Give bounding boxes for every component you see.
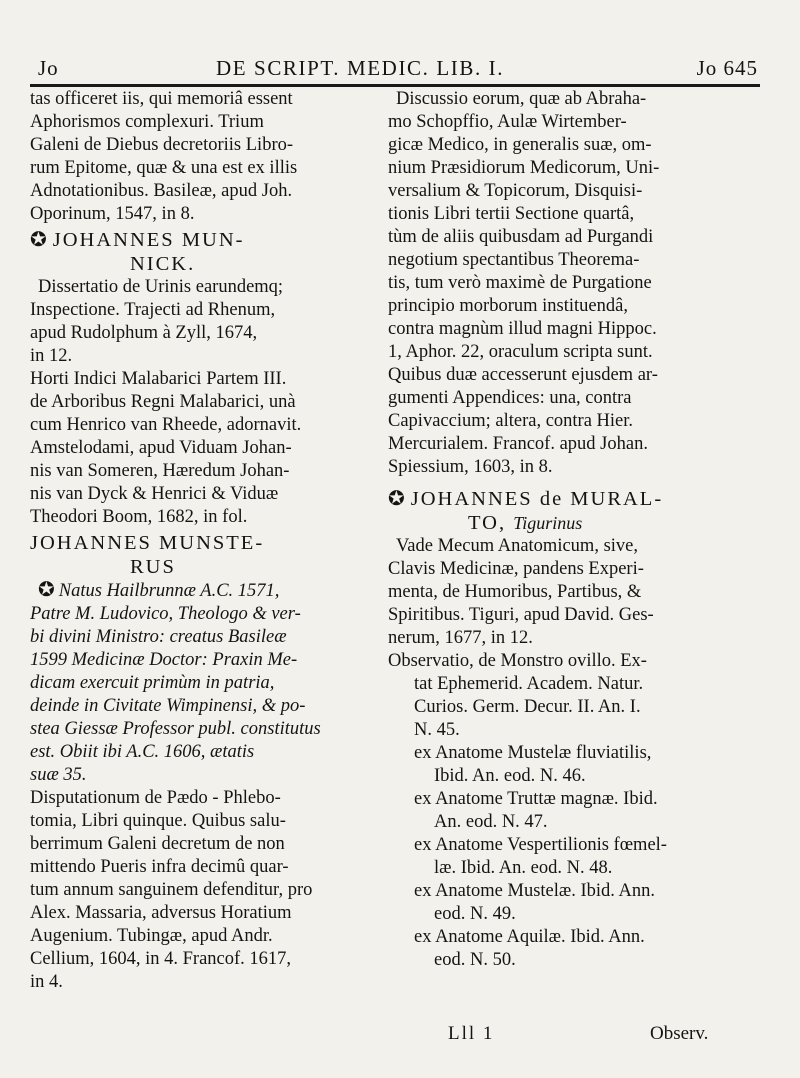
text-line: eod. N. 49.	[434, 904, 516, 924]
entry-heading-munsterus	[30, 531, 380, 579]
text-line: mittendo Pueris infra decimû quar-	[30, 857, 289, 877]
text-line: nerum, 1677, in 12.	[388, 628, 533, 648]
heading-line: JOHANNES MUNSTE-	[30, 532, 265, 554]
text-line: Horti Indici Malabarici Partem III.	[30, 369, 287, 389]
text-line: bi divini Ministro: creatus Basileæ	[30, 627, 287, 647]
text-line: est. Obiit ibi A.C. 1606, ætatis	[30, 742, 255, 762]
text-line: mo Schopffio, Aulæ Wirtember-	[388, 112, 627, 132]
text-line: tomia, Libri quinque. Quibus salu-	[30, 811, 286, 831]
text-line: Galeni de Diebus decretoriis Libro-	[30, 135, 294, 155]
heading-line: RUS	[130, 556, 176, 578]
text-line: Quibus duæ accesserunt ejusdem ar-	[388, 365, 658, 385]
text-line: ex Anatome Truttæ magnæ. Ibid.	[414, 789, 658, 809]
text-line: Clavis Medicinæ, pandens Experi-	[388, 559, 644, 579]
text-line: de Arboribus Regni Malabarici, unà	[30, 392, 296, 412]
text-line: tis, tum verò maximè de Purgatione	[388, 273, 652, 293]
text-line: versalium & Topicorum, Disquisi-	[388, 181, 643, 201]
work-entry	[30, 787, 380, 994]
text-line: ex Anatome Mustelæ fluviatilis,	[414, 743, 652, 763]
left-column	[30, 88, 380, 994]
text-line: An. eod. N. 47.	[434, 812, 548, 832]
work-entry	[388, 650, 748, 742]
text-line: berrimum Galeni decretum de non	[30, 834, 285, 854]
text-line: in 4.	[30, 972, 63, 992]
text-line: 1, Aphor. 22, oraculum scripta sunt.	[388, 342, 653, 362]
right-column	[388, 88, 748, 972]
text-line: Theodori Boom, 1682, in fol.	[30, 507, 248, 527]
text-line: apud Rudolphum à Zyll, 1674,	[30, 323, 258, 343]
continued-text	[30, 88, 380, 226]
work-entry	[30, 276, 380, 368]
work-entry	[388, 88, 748, 479]
text-line: Spiritibus. Tiguri, apud David. Ges-	[388, 605, 654, 625]
text-line: Dissertatio de Urinis earundemq;	[38, 277, 284, 297]
text-line: Adnotationibus. Basileæ, apud Joh.	[30, 181, 293, 201]
signature-mark: Lll 1	[448, 1023, 495, 1044]
text-line: Vade Mecum Anatomicum, sive,	[396, 536, 638, 556]
text-line: nis van Someren, Hæredum Johan-	[30, 461, 290, 481]
text-line: Amstelodami, apud Viduam Johan-	[30, 438, 292, 458]
text-line: Ibid. An. eod. N. 46.	[434, 766, 586, 786]
heading-line: JOHANNES MUN-	[52, 229, 245, 251]
text-line: stea Giessæ Professor publ. constitutus	[30, 719, 321, 739]
text-line: tat Ephemerid. Academ. Natur.	[414, 674, 644, 694]
header-title: DE SCRIPT. MEDIC. LIB. I.	[216, 56, 505, 80]
header-rule	[30, 84, 760, 87]
text-line: Observatio, de Monstro ovillo. Ex-	[388, 651, 647, 671]
catchword: Observ.	[650, 1023, 709, 1044]
text-line: principio morborum instituendâ,	[388, 296, 628, 316]
entry-mark-icon: ✪	[30, 229, 49, 251]
text-line: cum Henrico van Rheede, adornavit.	[30, 415, 302, 435]
text-line: ex Anatome Aquilæ. Ibid. Ann.	[414, 927, 645, 947]
header-page-number: Jo 645	[696, 56, 758, 80]
text-line: Mercurialem. Francof. apud Johan.	[388, 434, 648, 454]
heading-line: TO, Tigurinus	[468, 512, 583, 534]
text-line: Disputationum de Pædo - Phlebo-	[30, 788, 281, 808]
text-line: læ. Ibid. An. eod. N. 48.	[434, 858, 613, 878]
header-left: Jo	[38, 56, 59, 80]
heading-line: JOHANNES de MURAL-	[410, 488, 664, 510]
text-line: suæ 35.	[30, 765, 87, 785]
text-line: ex Anatome Mustelæ. Ibid. Ann.	[414, 881, 655, 901]
entry-heading-munnick	[30, 228, 380, 276]
text-line: Cellium, 1604, in 4. Francof. 1617,	[30, 949, 292, 969]
text-line: Aphorismos complexuri. Trium	[30, 112, 264, 132]
text-line: ex Anatome Vespertilionis fœmel-	[414, 835, 667, 855]
heading-line: NICK.	[130, 253, 196, 275]
entry-mark-icon: ✪	[388, 488, 407, 510]
text-line: menta, de Humoribus, Partibus, &	[388, 582, 642, 602]
text-line: Augenium. Tubingæ, apud Andr.	[30, 926, 273, 946]
text-line: in 12.	[30, 346, 73, 366]
text-line: tas officeret iis, qui memoriâ essent	[30, 89, 293, 109]
text-line: Discussio eorum, quæ ab Abraha-	[396, 89, 647, 109]
text-line: nis van Dyck & Henrici & Viduæ	[30, 484, 279, 504]
text-line: tùm de aliis quibusdam ad Purgandi	[388, 227, 654, 247]
entry-heading-muralto	[388, 487, 748, 535]
text-line: Alex. Massaria, adversus Horatium	[30, 903, 292, 923]
observation-list	[388, 742, 748, 972]
text-line: Curios. Germ. Decur. II. An. I.	[414, 697, 641, 717]
text-line: rum Epitome, quæ & una est ex illis	[30, 158, 298, 178]
work-entry	[30, 368, 380, 529]
text-line: deinde in Civitate Wimpinensi, & po-	[30, 696, 306, 716]
text-line: nium Præsidiorum Medicorum, Uni-	[388, 158, 660, 178]
text-line: Inspectione. Trajecti ad Rhenum,	[30, 300, 276, 320]
text-line: Oporinum, 1547, in 8.	[30, 204, 195, 224]
text-line: gicæ Medico, in generalis suæ, om-	[388, 135, 652, 155]
text-line: ✪ Natus Hailbrunnæ A.C. 1571,	[38, 579, 280, 601]
running-header	[38, 56, 758, 86]
text-line: contra magnùm illud magni Hippoc.	[388, 319, 657, 339]
text-line: Capivaccium; altera, contra Hier.	[388, 411, 634, 431]
text-line: gumenti Appendices: una, contra	[388, 388, 632, 408]
text-line: 1599 Medicinæ Doctor: Praxin Me-	[30, 650, 298, 670]
text-line: negotium spectantibus Theorema-	[388, 250, 640, 270]
text-line: tum annum sanguinem defenditur, pro	[30, 880, 313, 900]
text-line: Patre M. Ludovico, Theologo & ver-	[30, 604, 301, 624]
text-line: dicam exercuit primùm in patria,	[30, 673, 275, 693]
text-line: N. 45.	[414, 720, 460, 740]
text-line: eod. N. 50.	[434, 950, 516, 970]
text-line: tionis Libri tertii Sectione quartâ,	[388, 204, 635, 224]
biography	[30, 579, 380, 787]
entry-mark-icon: ✪	[38, 579, 55, 601]
work-entry	[388, 535, 748, 650]
text-line: Spiessium, 1603, in 8.	[388, 457, 553, 477]
